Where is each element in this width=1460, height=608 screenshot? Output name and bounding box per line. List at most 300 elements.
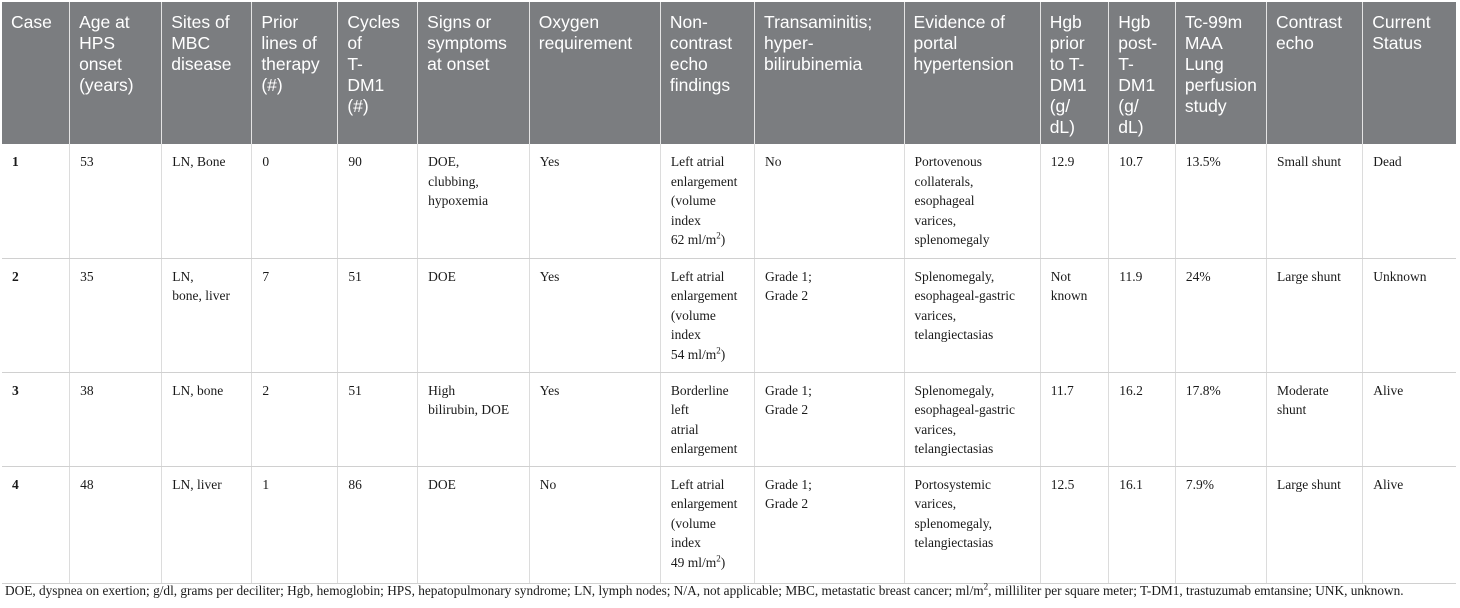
cell-text: 13.5% bbox=[1185, 154, 1221, 169]
cell-line bbox=[172, 267, 245, 287]
cell-text: 48 bbox=[80, 476, 94, 492]
cell-text: Yes bbox=[539, 154, 560, 169]
cell-line bbox=[671, 400, 748, 420]
cell-hgb-post bbox=[1109, 144, 1176, 258]
header-line: Transaminitis; bbox=[764, 12, 873, 32]
cell-line bbox=[1186, 381, 1260, 401]
header-line: lines of bbox=[261, 33, 317, 53]
header-line: (#) bbox=[261, 75, 283, 95]
cell-text: Left atrial bbox=[670, 154, 725, 169]
cell-tdm1-cycles bbox=[338, 144, 418, 258]
cell-line bbox=[915, 211, 1034, 231]
cell-line bbox=[540, 267, 654, 287]
header-line: study bbox=[1184, 96, 1227, 116]
cell-text: 7 bbox=[262, 268, 270, 284]
header-line: MAA Lung bbox=[1184, 33, 1224, 74]
cell-tdm1-cycles bbox=[338, 372, 418, 466]
cell-hgb-prior bbox=[1040, 372, 1109, 466]
header-line: Case bbox=[11, 12, 52, 32]
cell-line bbox=[348, 381, 411, 401]
table-row bbox=[2, 372, 1456, 466]
cell-text: 49 ml/m bbox=[670, 554, 717, 570]
cell-line bbox=[80, 152, 155, 172]
cell-line bbox=[80, 475, 155, 495]
cell-line bbox=[915, 306, 1034, 326]
cell-text: shunt bbox=[1276, 402, 1307, 418]
cell-hgb-prior bbox=[1040, 466, 1109, 583]
cell-text: 51 bbox=[348, 268, 362, 284]
cell-echo-findings bbox=[660, 372, 754, 466]
cell-text: splenomegaly, bbox=[914, 515, 992, 531]
cell-text: varices, bbox=[914, 212, 957, 228]
header-line: dL) bbox=[1049, 117, 1075, 137]
header-line: to T- bbox=[1049, 54, 1085, 74]
cell-current-status bbox=[1363, 144, 1456, 258]
header-line: hypertension bbox=[913, 54, 1014, 74]
cell-oxygen-requirement bbox=[529, 372, 660, 466]
cell-line bbox=[1186, 267, 1260, 287]
cell-line bbox=[671, 172, 748, 192]
cell-text: Grade 1; bbox=[765, 382, 812, 398]
header-line: hyper- bbox=[764, 33, 814, 53]
cell-transaminitis bbox=[755, 466, 904, 583]
footnote-superscript: 2 bbox=[983, 581, 989, 592]
cell-line bbox=[348, 267, 411, 287]
cell-signs-symptoms bbox=[418, 258, 530, 372]
header-line: symptoms bbox=[427, 33, 507, 53]
cell-line bbox=[12, 475, 63, 495]
cell-text: telangiectasias bbox=[914, 535, 994, 551]
cell-portal-hypertension bbox=[904, 258, 1040, 372]
cell-line bbox=[915, 267, 1034, 287]
cell-text: (volume bbox=[670, 193, 716, 209]
cell-text: LN, liver bbox=[172, 476, 222, 492]
cell-lung-perfusion bbox=[1175, 466, 1266, 583]
cell-case bbox=[2, 372, 70, 466]
cell-text: 10.7 bbox=[1119, 154, 1143, 169]
cell-line bbox=[671, 420, 748, 440]
cell-line bbox=[671, 494, 748, 514]
cell-text: Small shunt bbox=[1276, 154, 1342, 169]
cell-text: 2 bbox=[12, 268, 19, 284]
cell-line bbox=[1186, 475, 1260, 495]
cell-line bbox=[671, 152, 748, 172]
table-row bbox=[2, 144, 1456, 258]
cell-line bbox=[765, 286, 897, 306]
cell-hgb-post bbox=[1109, 466, 1176, 583]
cell-line bbox=[765, 381, 897, 401]
footnote-text: DOE, dyspnea on exertion; g/dl, grams per deciliter; Hgb, hemoglobin; HPS, hepatopulmonary syndrome; LN, lymph nodes; N/A, not applicable; MBC, metastatic breast cancer; ml/m bbox=[5, 583, 984, 598]
cell-text: varices, bbox=[914, 307, 957, 323]
cell-line bbox=[915, 420, 1034, 440]
header-line: DM1 bbox=[347, 75, 385, 95]
header-line: HPS bbox=[79, 33, 116, 53]
header-line: DM1 bbox=[1049, 75, 1087, 95]
cell-text: 2 bbox=[262, 382, 270, 398]
header-line: Hgb bbox=[1049, 12, 1082, 32]
cell-sites-of-disease bbox=[162, 144, 252, 258]
header-line: Signs or bbox=[427, 12, 492, 32]
cell-text: 54 ml/m bbox=[670, 346, 717, 362]
cell-line bbox=[348, 152, 411, 172]
cell-text: enlargement bbox=[670, 173, 738, 189]
cell-text: Grade 2 bbox=[765, 496, 809, 512]
cell-line bbox=[915, 230, 1034, 250]
header-line: Status bbox=[1372, 33, 1422, 53]
cell-text: Portovenous bbox=[914, 154, 983, 169]
column-header-hgb-prior bbox=[1040, 2, 1109, 144]
cell-text: Yes bbox=[539, 268, 560, 284]
column-header-age-at-onset bbox=[70, 2, 162, 144]
header-line: perfusion bbox=[1184, 75, 1257, 95]
cell-sites-of-disease bbox=[162, 466, 252, 583]
column-header-current-status bbox=[1363, 2, 1456, 144]
cell-text: enlargement bbox=[670, 288, 738, 304]
cell-line bbox=[671, 306, 748, 326]
cell-prior-lines bbox=[252, 144, 338, 258]
cell-text: 51 bbox=[348, 382, 362, 398]
cell-line bbox=[1186, 152, 1260, 172]
cell-line bbox=[765, 400, 897, 420]
cell-line bbox=[915, 475, 1034, 495]
cell-portal-hypertension bbox=[904, 144, 1040, 258]
cell-line bbox=[1051, 152, 1103, 172]
header-line: Contrast bbox=[1275, 12, 1343, 32]
cell-line bbox=[671, 267, 748, 287]
cell-line bbox=[671, 381, 748, 401]
cell-text: 12.9 bbox=[1050, 154, 1075, 169]
cell-text: Grade 2 bbox=[765, 402, 809, 418]
cell-line bbox=[1277, 475, 1356, 495]
cell-text: 3 bbox=[12, 382, 19, 398]
header-line: post- bbox=[1118, 33, 1158, 53]
cell-text: Yes bbox=[539, 382, 560, 398]
header-line: Sites of bbox=[171, 12, 230, 32]
cell-text: varices, bbox=[914, 496, 957, 512]
cell-text: 1 bbox=[262, 476, 270, 492]
header-line: Evidence of bbox=[913, 12, 1005, 32]
cell-text: (volume bbox=[670, 307, 716, 323]
cell-line bbox=[671, 439, 748, 459]
cell-line bbox=[1373, 475, 1450, 495]
cell-line bbox=[12, 267, 63, 287]
header-line: Non- bbox=[669, 12, 708, 32]
cell-text: Left atrial bbox=[670, 268, 725, 284]
cell-case bbox=[2, 258, 70, 372]
cell-line bbox=[1373, 381, 1450, 401]
column-header-echo-findings bbox=[660, 2, 754, 144]
cell-transaminitis bbox=[755, 258, 904, 372]
cell-lung-perfusion bbox=[1175, 144, 1266, 258]
cell-contrast-echo bbox=[1266, 466, 1362, 583]
cell-current-status bbox=[1363, 372, 1456, 466]
cell-line bbox=[428, 400, 523, 420]
cell-line bbox=[915, 381, 1034, 401]
cell-line bbox=[671, 286, 748, 306]
cell-text: Borderline bbox=[670, 382, 729, 398]
cell-tdm1-cycles bbox=[338, 258, 418, 372]
header-line: onset bbox=[79, 54, 122, 74]
cell-signs-symptoms bbox=[418, 144, 530, 258]
header-line: (g/ bbox=[1118, 96, 1139, 116]
cell-portal-hypertension bbox=[904, 466, 1040, 583]
cell-text: Left atrial bbox=[670, 476, 725, 492]
cell-text: Splenomegaly, bbox=[914, 268, 995, 284]
cell-echo-findings bbox=[660, 258, 754, 372]
cell-text: enlargement bbox=[670, 441, 738, 457]
unit-superscript: 2 bbox=[716, 553, 721, 564]
header-line: of bbox=[347, 33, 362, 53]
column-header-signs-symptoms bbox=[418, 2, 530, 144]
cell-text: 11.7 bbox=[1050, 382, 1074, 398]
cell-line bbox=[915, 286, 1034, 306]
header-line: echo bbox=[669, 54, 708, 74]
cell-text: 62 ml/m bbox=[670, 232, 717, 248]
cell-text: index bbox=[670, 212, 701, 228]
cell-case bbox=[2, 466, 70, 583]
header-line: echo bbox=[1275, 33, 1314, 53]
cell-contrast-echo bbox=[1266, 144, 1362, 258]
cell-text: 4 bbox=[12, 476, 19, 492]
header-line: requirement bbox=[538, 33, 633, 53]
cell-text: 7.9% bbox=[1185, 476, 1214, 492]
cell-oxygen-requirement bbox=[529, 466, 660, 583]
cell-age-at-onset bbox=[70, 258, 162, 372]
cell-line bbox=[1119, 267, 1169, 287]
cell-text: Grade 1; bbox=[765, 268, 812, 284]
cell-portal-hypertension bbox=[904, 372, 1040, 466]
column-header-lung-perfusion bbox=[1175, 2, 1266, 144]
cell-line bbox=[12, 381, 63, 401]
cell-signs-symptoms bbox=[418, 372, 530, 466]
closing-paren: ) bbox=[720, 554, 726, 570]
cell-line bbox=[915, 152, 1034, 172]
cell-text: varices, bbox=[914, 421, 957, 437]
header-line: portal bbox=[913, 33, 958, 53]
header-line: Current bbox=[1372, 12, 1431, 32]
cell-text: 24% bbox=[1185, 268, 1211, 284]
cell-prior-lines bbox=[252, 258, 338, 372]
cell-line bbox=[428, 267, 523, 287]
cell-line bbox=[540, 152, 654, 172]
cell-sites-of-disease bbox=[162, 372, 252, 466]
cell-text: index bbox=[670, 535, 701, 551]
cell-text: telangiectasias bbox=[914, 327, 994, 343]
cell-text: (volume bbox=[670, 515, 716, 531]
cell-line bbox=[1119, 381, 1169, 401]
cell-echo-findings bbox=[660, 466, 754, 583]
closing-paren: ) bbox=[720, 232, 726, 248]
cell-text: 0 bbox=[262, 154, 270, 169]
cell-line bbox=[262, 381, 331, 401]
header-line: Prior bbox=[261, 12, 299, 32]
cell-line bbox=[80, 267, 155, 287]
cell-text: Large shunt bbox=[1276, 476, 1341, 492]
cell-text: DOE bbox=[428, 476, 456, 492]
cell-text: LN, bone bbox=[172, 382, 224, 398]
cell-line bbox=[262, 152, 331, 172]
header-line: dL) bbox=[1118, 117, 1144, 137]
cell-line bbox=[671, 211, 748, 231]
cell-line bbox=[1051, 475, 1103, 495]
header-line: Tc-99m bbox=[1184, 12, 1243, 32]
header-line: (years) bbox=[79, 75, 134, 95]
column-header-transaminitis bbox=[755, 2, 904, 144]
header-line: therapy bbox=[261, 54, 320, 74]
cell-text: 86 bbox=[348, 476, 362, 492]
cell-line bbox=[671, 230, 748, 250]
cell-text: No bbox=[765, 154, 782, 169]
cell-text: telangiectasias bbox=[914, 441, 994, 457]
header-line: at onset bbox=[427, 54, 490, 74]
column-header-contrast-echo bbox=[1266, 2, 1362, 144]
cell-text: splenomegaly bbox=[914, 232, 990, 248]
column-header-case bbox=[2, 2, 70, 144]
cell-text: esophageal-gastric bbox=[914, 402, 1015, 418]
column-header-portal-hypertension bbox=[904, 2, 1040, 144]
cell-prior-lines bbox=[252, 466, 338, 583]
column-header-hgb-post bbox=[1109, 2, 1176, 144]
cell-line bbox=[262, 475, 331, 495]
cell-line bbox=[671, 191, 748, 211]
cell-text: 16.1 bbox=[1119, 476, 1143, 492]
cell-line bbox=[428, 172, 523, 192]
cell-line bbox=[915, 533, 1034, 553]
cell-line bbox=[915, 191, 1034, 211]
table-footnote bbox=[5, 583, 1457, 599]
cell-text: esophageal bbox=[914, 193, 975, 209]
cell-hgb-post bbox=[1109, 372, 1176, 466]
cell-current-status bbox=[1363, 258, 1456, 372]
cell-text: Splenomegaly, bbox=[914, 382, 995, 398]
cell-text: 53 bbox=[80, 154, 94, 169]
cell-case bbox=[2, 144, 70, 258]
cell-text: collaterals, bbox=[914, 173, 974, 189]
cell-text: bilirubin, DOE bbox=[428, 402, 510, 418]
table-header-row bbox=[2, 2, 1456, 144]
cell-text: DOE, bbox=[428, 154, 460, 169]
cell-line bbox=[12, 152, 63, 172]
header-line: prior bbox=[1049, 33, 1085, 53]
cell-line bbox=[1051, 286, 1103, 306]
cell-text: Large shunt bbox=[1276, 268, 1341, 284]
cell-text: 12.5 bbox=[1050, 476, 1075, 492]
header-line: MBC bbox=[171, 33, 211, 53]
cell-age-at-onset bbox=[70, 372, 162, 466]
cell-line bbox=[172, 475, 245, 495]
table-row bbox=[2, 258, 1456, 372]
cell-sites-of-disease bbox=[162, 258, 252, 372]
cell-text: known bbox=[1050, 288, 1088, 304]
cell-hgb-prior bbox=[1040, 144, 1109, 258]
cell-text: Dead bbox=[1373, 154, 1402, 169]
cell-line bbox=[1277, 400, 1356, 420]
cell-lung-perfusion bbox=[1175, 258, 1266, 372]
cell-line bbox=[671, 553, 748, 573]
cell-line bbox=[915, 325, 1034, 345]
footnote-text-end: , milliliter per square meter; T-DM1, trastuzumab emtansine; UNK, unknown. bbox=[988, 583, 1404, 598]
header-line: DM1 bbox=[1118, 75, 1156, 95]
cell-line bbox=[915, 400, 1034, 420]
cell-line bbox=[428, 381, 523, 401]
closing-paren: ) bbox=[720, 346, 726, 362]
cell-text: Alive bbox=[1373, 382, 1404, 398]
cell-text: hypoxemia bbox=[428, 193, 489, 209]
header-line: T- bbox=[1118, 54, 1134, 74]
cell-line bbox=[428, 475, 523, 495]
header-line: T- bbox=[347, 54, 363, 74]
header-line: (#) bbox=[347, 96, 369, 116]
cell-text: Portosystemic bbox=[914, 476, 992, 492]
column-header-oxygen-requirement bbox=[529, 2, 660, 144]
cell-line bbox=[1277, 381, 1356, 401]
cell-contrast-echo bbox=[1266, 258, 1362, 372]
cell-line bbox=[671, 475, 748, 495]
cell-hgb-prior bbox=[1040, 258, 1109, 372]
table-body bbox=[2, 144, 1456, 583]
cell-current-status bbox=[1363, 466, 1456, 583]
cell-text: No bbox=[539, 476, 557, 492]
cell-line bbox=[428, 152, 523, 172]
cell-echo-findings bbox=[660, 144, 754, 258]
cell-text: 90 bbox=[348, 154, 362, 169]
cell-line bbox=[172, 286, 245, 306]
header-line: Oxygen bbox=[538, 12, 600, 32]
cell-line bbox=[765, 267, 897, 287]
cell-lung-perfusion bbox=[1175, 372, 1266, 466]
header-line: findings bbox=[669, 75, 731, 95]
cell-line bbox=[1051, 267, 1103, 287]
cell-text: Grade 1; bbox=[765, 476, 812, 492]
cell-line bbox=[915, 514, 1034, 534]
cell-text: DOE bbox=[428, 268, 456, 284]
cell-text: left bbox=[670, 402, 689, 418]
cell-contrast-echo bbox=[1266, 372, 1362, 466]
cell-line bbox=[1277, 152, 1356, 172]
cell-text: 16.2 bbox=[1119, 382, 1143, 398]
cell-text: Alive bbox=[1373, 476, 1404, 492]
cell-tdm1-cycles bbox=[338, 466, 418, 583]
cell-line bbox=[915, 439, 1034, 459]
cell-text: esophageal-gastric bbox=[914, 288, 1015, 304]
cell-signs-symptoms bbox=[418, 466, 530, 583]
header-line: contrast bbox=[669, 33, 733, 53]
cell-line bbox=[1119, 152, 1169, 172]
cell-hgb-post bbox=[1109, 258, 1176, 372]
column-header-sites-of-disease bbox=[162, 2, 252, 144]
cell-line bbox=[765, 494, 897, 514]
cell-oxygen-requirement bbox=[529, 258, 660, 372]
cell-text: 35 bbox=[80, 268, 94, 284]
unit-superscript: 2 bbox=[716, 230, 721, 241]
cell-text: Not bbox=[1050, 268, 1071, 284]
cell-text: 38 bbox=[80, 382, 94, 398]
header-line: bilirubinemia bbox=[764, 54, 863, 74]
cell-line bbox=[540, 475, 654, 495]
cell-line bbox=[80, 381, 155, 401]
header-line: Age at bbox=[79, 12, 130, 32]
cell-line bbox=[671, 345, 748, 365]
cell-line bbox=[428, 191, 523, 211]
cell-line bbox=[1373, 152, 1450, 172]
cell-line bbox=[262, 267, 331, 287]
cell-text: index bbox=[670, 327, 701, 343]
cell-line bbox=[671, 325, 748, 345]
cell-line bbox=[1373, 267, 1450, 287]
header-line: disease bbox=[171, 54, 232, 74]
cell-line bbox=[765, 475, 897, 495]
cell-transaminitis bbox=[755, 144, 904, 258]
